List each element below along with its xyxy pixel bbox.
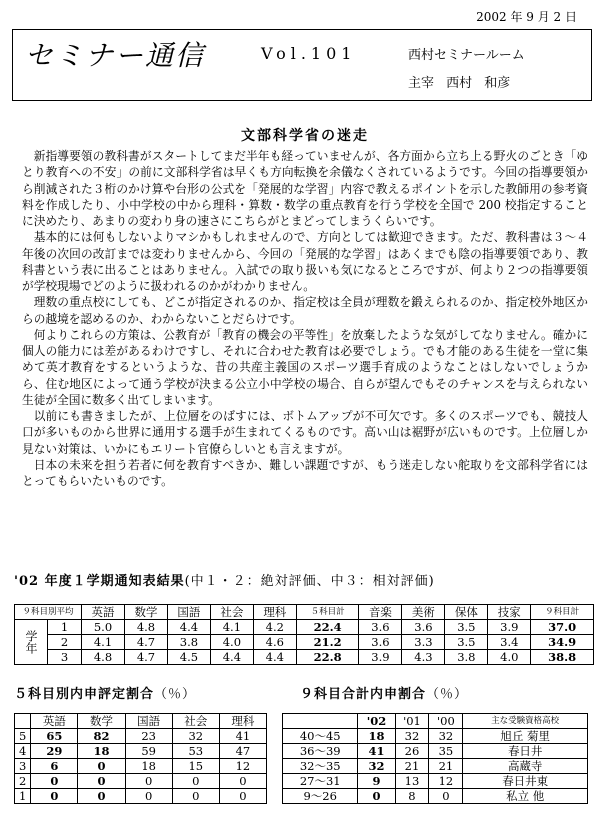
table-header-row [15, 605, 594, 620]
table-header: '02 [358, 714, 395, 729]
value-cell: 4.7 [124, 650, 167, 665]
value-cell: 4.4 [167, 620, 210, 635]
value-cell: 4.0 [210, 635, 253, 650]
value-cell: 4.6 [253, 635, 296, 650]
value-cell: 0 [219, 774, 266, 789]
value-cell: 0 [78, 774, 125, 789]
rank-cell: 3 [15, 759, 31, 774]
value-cell: 0 [78, 789, 125, 804]
table-header [283, 714, 358, 729]
paragraph: 新指導要領の教科書がスタートしてまだ半年も経っていませんが、各方面から立ち上る野火のごとき「ゆとり教育への不安」の前に文部科学省は早くも方向転換を余儀なくされているようです。今回の指導要領から削減された３桁のかけ算や台形の公式を「発展的な学習」内容で教えるポイントを示した教師用の参考資料を作成したり、小中学校の中から理科・算数・数学の重点教育を行う学校を全国で 200 校指定することに決めたり、あまりの変わり身の速さにこちらがとまどってしまうくらいです。 [22, 149, 588, 228]
table-header: 主な受験資格高校 [463, 714, 588, 729]
volume-number: Vol.101 [261, 44, 357, 63]
table-header [15, 714, 31, 729]
grade-cell: 1 [48, 620, 82, 635]
grade-cell: 3 [48, 650, 82, 665]
value-cell: 4.8 [82, 650, 125, 665]
table-header: 理科 [219, 714, 266, 729]
value-cell: 0 [31, 774, 78, 789]
value-cell: 0 [172, 789, 219, 804]
value-cell: 3.9 [488, 620, 531, 635]
table-row [15, 744, 267, 759]
table-header: 英語 [31, 714, 78, 729]
table-row [283, 789, 588, 804]
five-unit: （％） [154, 687, 197, 702]
table-header: 国語 [167, 605, 210, 620]
value-cell: 5.0 [82, 620, 125, 635]
table-row [15, 789, 267, 804]
value-cell: 3.3 [402, 635, 445, 650]
value-cell: 22.4 [296, 620, 359, 635]
table-header: ９科目別平均 [15, 605, 82, 620]
value-cell: 26 [395, 744, 429, 759]
table-header-row [15, 714, 267, 729]
range-cell: 9～26 [283, 789, 358, 804]
value-cell: 3.5 [445, 620, 488, 635]
range-cell: 32～35 [283, 759, 358, 774]
paragraph: 何よりこれらの方策は、公教育が「教育の機会の平等性」を放棄したような気がしてなりません。確かに個人の能力には差があるわけですし、それに合わせた教育は必要でしょう。でも才能のある生徒を一堂に集めて英才教育をするというような、昔の共産主義国のスポーツ選手育成のようなことはしないでしょうから、住む地区によって通う学校が決まる公立小中学校の場合、自らが望んでもそのチャンスを与えられない生徒が全国に数多く出てしまいます。 [22, 327, 588, 407]
value-cell: 0 [125, 789, 172, 804]
value-cell: 82 [78, 729, 125, 744]
table-header: 数学 [124, 605, 167, 620]
school-cell: 春日井 [463, 744, 588, 759]
value-cell: 0 [78, 759, 125, 774]
value-cell: 32 [395, 729, 429, 744]
value-cell: 13 [395, 774, 429, 789]
nine-title: ９科目合計内申割合 [300, 687, 427, 702]
table-header: 技家 [488, 605, 531, 620]
value-cell: 41 [358, 744, 395, 759]
value-cell: 12 [219, 759, 266, 774]
value-cell: 3.4 [488, 635, 531, 650]
table-header: 理科 [253, 605, 296, 620]
five-subject-section-title [14, 683, 196, 702]
table-header: 保体 [445, 605, 488, 620]
article-title: 文部科学省の迷走 [241, 128, 369, 144]
value-cell: 12 [429, 774, 463, 789]
value-cell: 4.7 [124, 635, 167, 650]
value-cell: 3.5 [445, 635, 488, 650]
table-header: 国語 [125, 714, 172, 729]
table-row [15, 729, 267, 744]
value-cell: 6 [31, 759, 78, 774]
value-cell: 18 [358, 729, 395, 744]
value-cell: 0 [31, 789, 78, 804]
value-cell: 53 [172, 744, 219, 759]
range-cell: 36～39 [283, 744, 358, 759]
value-cell: 22.8 [296, 650, 359, 665]
grade-section-title [14, 570, 435, 589]
table-row [15, 635, 594, 650]
value-cell: 4.4 [253, 650, 296, 665]
value-cell: 32 [172, 729, 219, 744]
value-cell: 4.3 [402, 650, 445, 665]
value-cell: 0 [125, 774, 172, 789]
newsletter-header [12, 29, 592, 101]
range-cell: 40～45 [283, 729, 358, 744]
value-cell: 0 [219, 789, 266, 804]
value-cell: 38.8 [531, 650, 594, 665]
table-header: 音楽 [359, 605, 402, 620]
newsletter-title: セミナー通信 [25, 39, 206, 72]
grade-title: '02 年度１学期通知表結果 [14, 574, 185, 589]
school-cell: 春日井東 [463, 774, 588, 789]
value-cell: 3.8 [167, 635, 210, 650]
table-row [283, 774, 588, 789]
rank-cell: 5 [15, 729, 31, 744]
grade-cell: 2 [48, 635, 82, 650]
table-row [15, 774, 267, 789]
value-cell: 21.2 [296, 635, 359, 650]
paragraph: 理数の重点校にしても、どこが指定されるのか、指定校は全員が理数を鍛えられるのか、指定校外地区からの越境を認めるのか、わからないことだらけです。 [22, 295, 588, 326]
date: 2002 年 9 月 2 日 [476, 10, 577, 24]
value-cell: 23 [125, 729, 172, 744]
school-cell: 旭丘 菊里 [463, 729, 588, 744]
value-cell: 21 [395, 759, 429, 774]
value-cell: 0 [429, 789, 463, 804]
value-cell: 18 [125, 759, 172, 774]
table-header: 社会 [210, 605, 253, 620]
table-row [283, 744, 588, 759]
value-cell: 3.6 [359, 635, 402, 650]
table-header: 英語 [82, 605, 125, 620]
value-cell: 35 [429, 744, 463, 759]
table-header: '01 [395, 714, 429, 729]
table-row [283, 729, 588, 744]
grade-table [14, 604, 594, 665]
value-cell: 8 [395, 789, 429, 804]
nine-unit: （％） [426, 687, 469, 702]
value-cell: 59 [125, 744, 172, 759]
value-cell: 37.0 [531, 620, 594, 635]
value-cell: 41 [219, 729, 266, 744]
table-header: ５科目計 [296, 605, 359, 620]
paragraph: 以前にも書きましたが、上位層をのばすには、ボトムアップが不可欠です。多くのスポーツでも、競技人口が多いものから世界に通用する選手が生まれてくるものです。高い山は裾野が広いものです。上位層しか見ない対策は、いかにもエリート官僚らしいとも言えますが。 [22, 409, 588, 456]
table-row [15, 759, 267, 774]
organization-name: 西村セミナールーム [408, 48, 525, 63]
value-cell: 21 [429, 759, 463, 774]
five-subject-table [14, 713, 267, 804]
value-cell: 9 [358, 774, 395, 789]
value-cell: 32 [358, 759, 395, 774]
school-cell: 高蔵寺 [463, 759, 588, 774]
school-cell: 私立 他 [463, 789, 588, 804]
value-cell: 0 [172, 774, 219, 789]
table-row [15, 650, 594, 665]
value-cell: 4.5 [167, 650, 210, 665]
value-cell: 3.6 [359, 620, 402, 635]
value-cell: 3.8 [445, 650, 488, 665]
grade-subtitle: (中１・２：絶対評価、中３：相対評価) [184, 574, 435, 589]
five-title: ５科目別内申評定割合 [14, 687, 155, 702]
value-cell: 32 [429, 729, 463, 744]
value-cell: 3.9 [359, 650, 402, 665]
value-cell: 34.9 [531, 635, 594, 650]
value-cell: 18 [78, 744, 125, 759]
table-row [283, 759, 588, 774]
table-row [15, 620, 594, 635]
value-cell: 4.0 [488, 650, 531, 665]
nine-subject-section-title [300, 683, 468, 702]
rank-cell: 4 [15, 744, 31, 759]
value-cell: 4.2 [253, 620, 296, 635]
table-header-row [283, 714, 588, 729]
value-cell: 65 [31, 729, 78, 744]
table-header: 社会 [172, 714, 219, 729]
table-header: 美術 [402, 605, 445, 620]
head-name: 主宰 西村 和彦 [408, 76, 511, 91]
range-cell: 27～31 [283, 774, 358, 789]
value-cell: 15 [172, 759, 219, 774]
article-body [22, 148, 588, 489]
rank-cell: 2 [15, 774, 31, 789]
paragraph: 日本の未来を担う若者に何を教育すべきか、難しい課題ですが、もう迷走しない舵取りを文部科学省にはとってもらいたいものです。 [22, 457, 588, 488]
nine-subject-table [282, 713, 588, 804]
paragraph: 基本的には何もしないよりマシかもしれませんので、方向としては歓迎できます。ただ、教科書は３～４年後の次回の改訂までは変わりませんから、今回の「発展的な学習」はあくまでも陰の指導要領であり、教科書という表に出ることはありません。入試での取り扱いも気になるところですが、何より２つの指導要領が学校現場でどのように扱われるのかがわかりません。 [22, 230, 588, 293]
row-group-label: 学年 [15, 620, 48, 665]
value-cell: 4.4 [210, 650, 253, 665]
value-cell: 4.1 [210, 620, 253, 635]
value-cell: 29 [31, 744, 78, 759]
table-header: '00 [429, 714, 463, 729]
value-cell: 3.6 [402, 620, 445, 635]
value-cell: 0 [358, 789, 395, 804]
table-header: ９科目計 [531, 605, 594, 620]
value-cell: 47 [219, 744, 266, 759]
value-cell: 4.8 [124, 620, 167, 635]
value-cell: 4.1 [82, 635, 125, 650]
rank-cell: 1 [15, 789, 31, 804]
table-header: 数学 [78, 714, 125, 729]
